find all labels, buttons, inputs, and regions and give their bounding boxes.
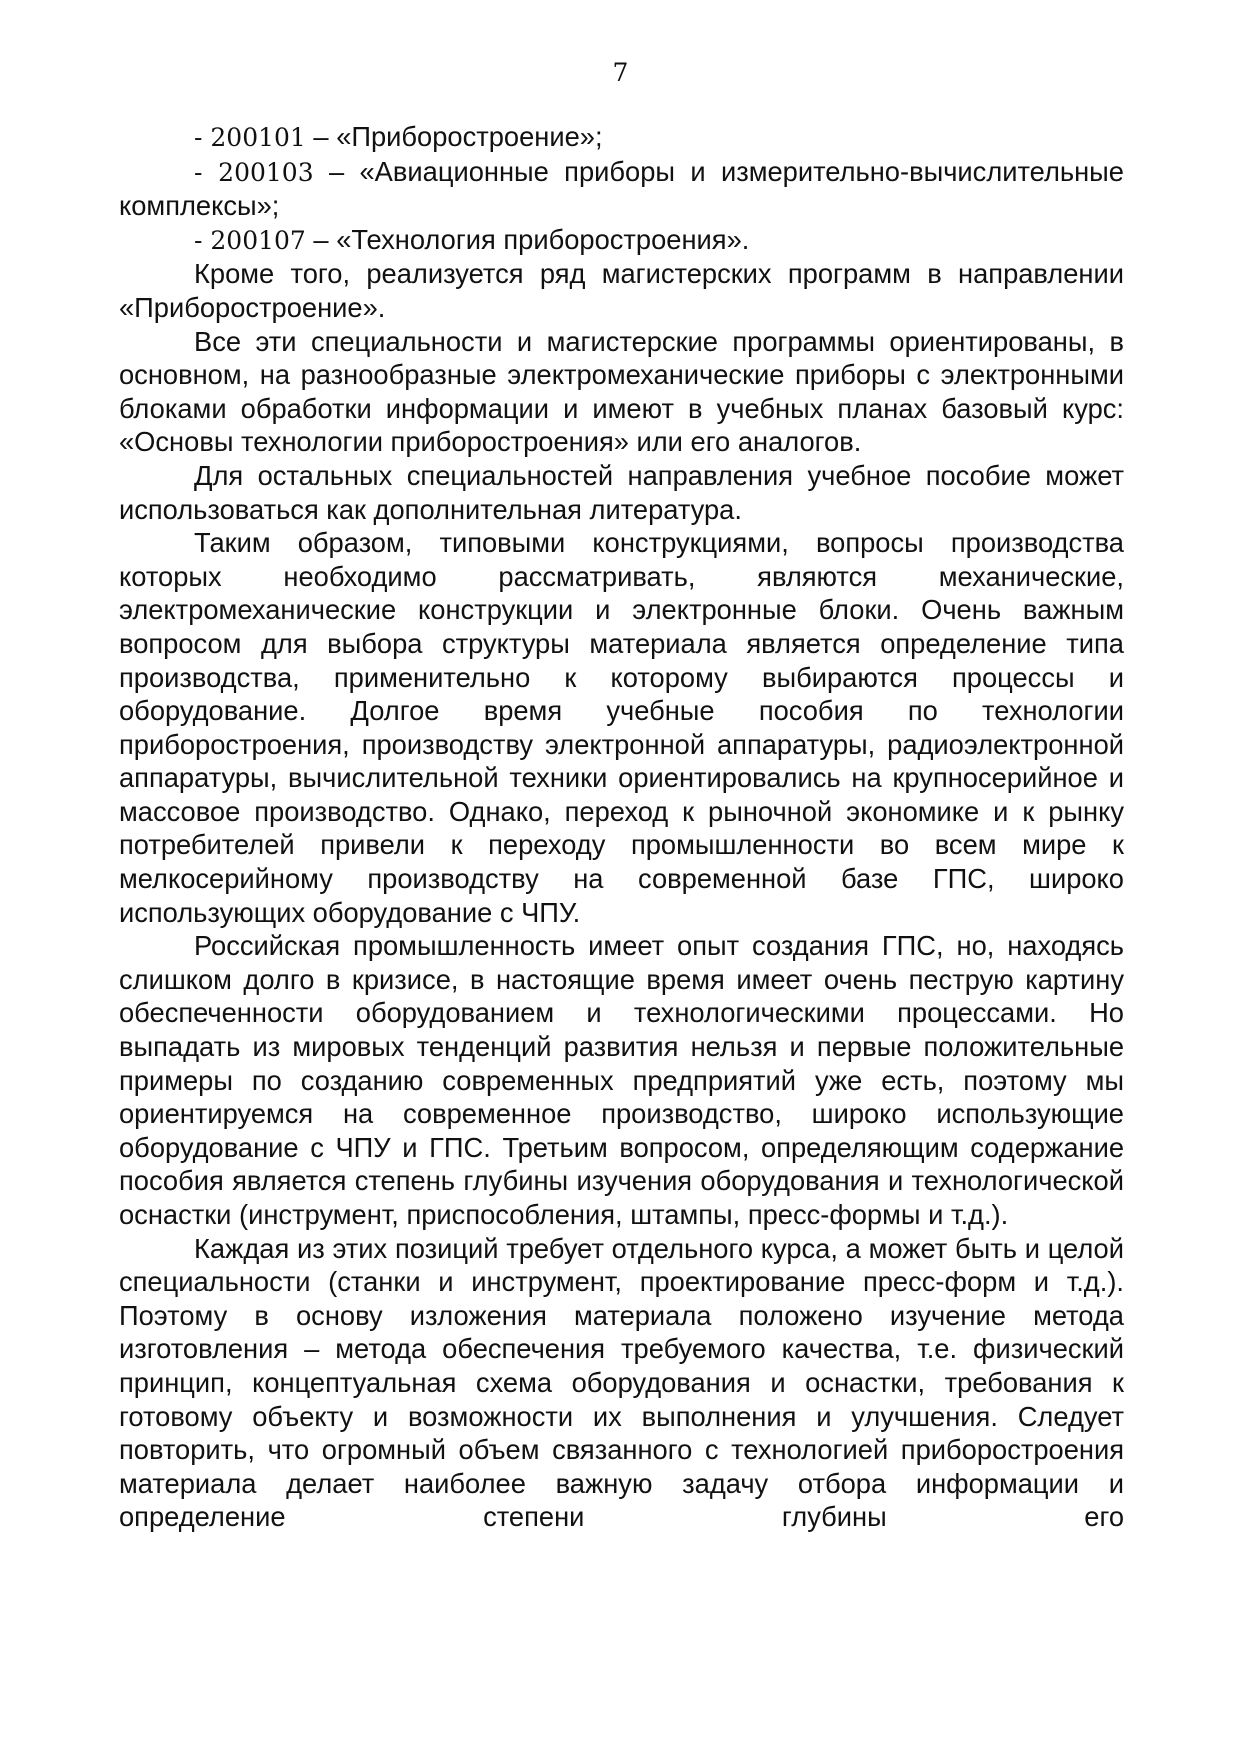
paragraph-course-approach: Каждая из этих позиций требует отдельного курса, а может быть и целой специальности (станки и инструмент, проектирование пресс-форм и т.д.). Поэтому в основу изложения материала положено изучение метода изготовления – метода обеспечения требуемого качества, т.е. физический принцип, концептуальная схема оборудования и оснастки, требования к готовому объекту и возможности их выполнения и улучшения. Следует повторить, что огромный объем связанного с технологией приборостроения материала делает наиболее важную задачу отбора информации и определение степени глубины его [119, 1232, 1124, 1533]
list-item-specialty-200103 [119, 155, 1124, 223]
paragraph-russian-industry: Российская промышленность имеет опыт создания ГПС, но, находясь слишком долго в кризисе, в настоящие время имеет очень пеструю картину обеспеченности оборудованием и технологическими процессами. Но выпадать из мировых тенденций развития нельзя и первые положительные примеры по созданию современных предприятий уже есть, поэтому мы ориентируемся на современное производство, широко использующие оборудование с ЧПУ и ГПС. Третьим вопросом, определяющим содержание пособия является степень глубины изучения оборудования и технологической оснастки (инструмент, приспособления, штампы, пресс-формы и т.д.). [119, 930, 1124, 1230]
specialty-code: - 200107 [194, 225, 306, 255]
specialty-title: – «Технология приборостроения». [305, 223, 750, 255]
list-item-specialty-200101 [119, 120, 1124, 155]
paragraph-production-type: Таким образом, типовыми конструкциями, вопросы производства которых необходимо рассматривать, являются механические, электромеханические конструкции и электронные блоки. Очень важным вопросом для выбора структуры материала является определение типа производства, применительно к которому выбираются процессы и оборудование. Долгое время учебные пособия по технологии приборостроения, производству электронной аппаратуры, радиоэлектронной аппаратуры, вычислительной техники ориентировались на крупносерийное и массовое производство. Однако, переход к рыночной экономике и к рынку потребителей привели к переходу промышленности во всем мире к мелкосерийному производству на современной базе ГПС, широко использующих оборудование с ЧПУ. [119, 527, 1124, 928]
specialty-code: - 200103 [194, 157, 314, 187]
paragraph-other-specialties: Для остальных специальностей направления учебное пособие может использоваться как дополнительная литература. [119, 459, 1124, 525]
page-number: 7 [612, 58, 629, 87]
specialty-title: – «Приборостроение»; [305, 121, 603, 152]
specialty-title: – «Авиационные приборы и измерительно-вычислительные комплексы»; [119, 155, 1124, 222]
paragraph-master-programs: Кроме того, реализуется ряд магистерских программ в направлении «Приборостроение». [119, 258, 1124, 323]
specialty-code: - 200101 [194, 123, 306, 152]
paragraph-orientation: Все эти специальности и магистерские программы ориентированы, в основном, на разнообразные электромеханические приборы с электронными блоками обработки информации и имеют в учебных планах базовый курс: «Основы технологии приборостроения» или его аналогов. [119, 325, 1124, 458]
list-item-specialty-200107 [119, 223, 1124, 258]
body-text [119, 120, 1124, 1534]
